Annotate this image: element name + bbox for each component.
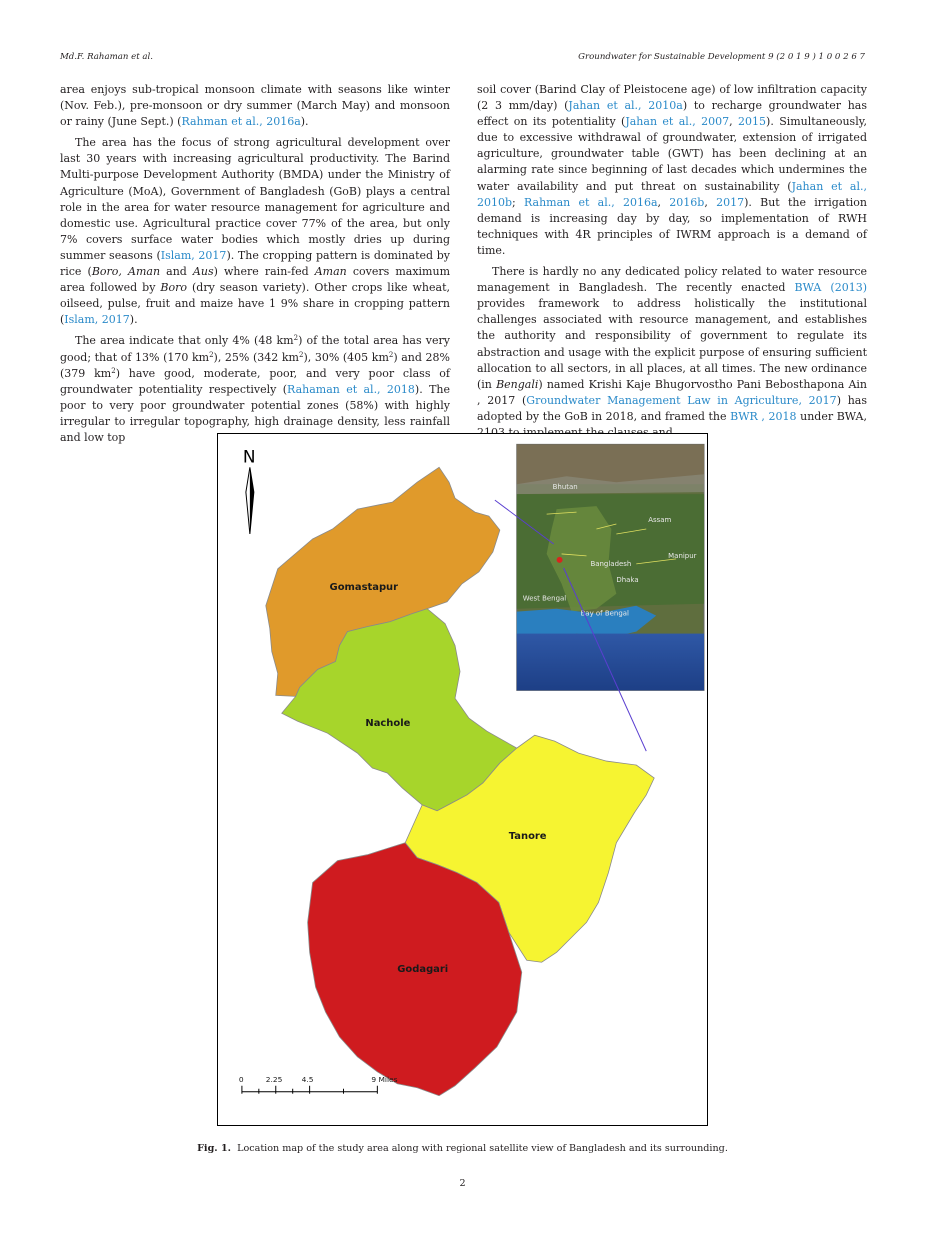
text-run: , — [729, 115, 739, 129]
running-head-authors: Md.F. Rahaman et al. — [60, 52, 153, 62]
north-arrow-icon — [246, 467, 254, 534]
inset-label-assam: Assam — [648, 516, 672, 525]
north-label: N — [242, 446, 256, 467]
citation-link[interactable]: 2016b — [669, 195, 705, 209]
citation-link[interactable]: Rahman et al., 2016a — [524, 195, 658, 209]
text-run: ) named Krishi Kaje Bhugorvostho Pani Bebosthapona Ain , 2017 ( — [477, 377, 867, 407]
inset-satellite-view — [517, 444, 704, 690]
figure-1-frame — [217, 433, 708, 1126]
citation-link[interactable]: Islam, 2017 — [160, 248, 227, 262]
text-run: ) where rain-fed — [213, 265, 315, 279]
paragraph — [60, 82, 450, 130]
text-run: There is hardly no any dedicated policy related to water resource management in Bangladesh. The recently enacted — [477, 265, 867, 295]
superscript: 2 — [209, 350, 214, 359]
paragraph — [60, 333, 450, 446]
scale-tick-0: 0 — [238, 1074, 244, 1084]
text-run: ) has adopted by the GoB in 2018, and framed the — [477, 393, 868, 423]
text-run: area enjoys sub-tropical monsoon climate with seasons like winter (Nov. Feb.), pre-monsoon or dry summer (March May) and monsoon or rainy (June Sept.) ( — [60, 83, 450, 129]
paragraph — [477, 264, 867, 441]
figure-caption — [0, 1143, 925, 1154]
text-run: ), 30% (405 km — [303, 350, 389, 364]
text-run: covers maximum area followed by — [60, 265, 450, 295]
label-tanore: Tanore — [508, 830, 547, 842]
right-column — [477, 82, 867, 441]
citation-link[interactable]: Jahan et al., 2010a — [568, 99, 683, 113]
scale-tick-2-25: 2.25 — [265, 1074, 283, 1084]
italic-term: Aman — [314, 265, 347, 279]
text-run: ). The cropping pattern is dominated by rice ( — [60, 248, 451, 279]
citation-link[interactable]: BWA (2013) — [794, 281, 867, 295]
citation-link[interactable]: BWR , 2018 — [730, 409, 797, 423]
text-run: ) have good, moderate, poor, and very poor class of groundwater potentiality respectively ( — [60, 366, 450, 396]
left-column — [60, 82, 450, 446]
text-run: provides framework to address holistically the institutional challenges associated with resource management, and establishes the authority and responsibility of government to regulate its abstraction and usage with the explicit purpose of ensuring sufficient allocation to all sectors, in all places, at all times. The new ordinance (in — [477, 297, 867, 391]
paragraph — [60, 135, 450, 328]
page-number: 2 — [459, 1178, 466, 1189]
italic-term: Bengali — [496, 377, 539, 391]
running-head-journal: Groundwater for Sustainable Development 9 (2 0 1 9 ) 1 0 0 2 6 7 — [578, 52, 865, 62]
text-run: and — [160, 265, 193, 279]
citation-link[interactable]: Groundwater Management Law in Agriculture, 2017 — [526, 393, 837, 407]
text-run: ). — [129, 313, 138, 327]
text-run: ). — [300, 115, 309, 129]
citation-link[interactable]: 2015 — [738, 115, 767, 129]
citation-link[interactable]: Jahan et al., 2007 — [625, 115, 730, 129]
text-run: ), 25% (342 km — [213, 350, 299, 364]
citation-link[interactable]: Jahan et al., 2010b — [477, 179, 867, 209]
paragraph — [477, 82, 867, 259]
superscript: 2 — [388, 350, 394, 359]
running-head — [60, 52, 865, 66]
text-run: ). But the irrigation demand is increasing day by day, so implementation of RWH techniques with 4R principles of IWRM approach is a demand of time. — [477, 195, 868, 257]
text-run: The area has the focus of strong agricultural development over last 30 years with increasing agricultural productivity. The Barind Multi-purpose Development Authority (BMDA) under the Ministry of Agriculture (MoA), Government of Bangladesh (GoB) plays a central role in the area for water resource management for agriculture and domestic use. Agricultural practice cover 77% of the area, but only 7% covers surface water bodies which mostly dries up during summer seasons ( — [60, 136, 450, 262]
inset-label-manipur: Manipur — [668, 551, 697, 560]
inset-label-bay: Bay of Bengal — [580, 609, 629, 618]
citation-link[interactable]: Islam, 2017 — [64, 313, 130, 327]
text-run: ). Simultaneously, due to excessive withdrawal of groundwater, extension of irrigated agriculture, groundwater table (GWT) has been declining at an alarming rate since beginning of last decades which undermines the water availability and put threat on sustainability ( — [477, 115, 867, 193]
italic-term: Boro — [160, 281, 188, 295]
superscript: 2 — [298, 350, 304, 359]
location-map — [218, 434, 707, 1125]
italic-term: Boro, Aman — [91, 265, 161, 279]
caption-text: Location map of the study area along with regional satellite view of Bangladesh and its surrounding. — [237, 1143, 728, 1154]
text-run: ). The poor to very poor groundwater potential zones (58%) with highly irregular to irregular topography, high drainage density, less rainfall and low top — [60, 382, 450, 444]
label-nachole: Nachole — [365, 718, 411, 730]
text-run: under BWA, — [800, 409, 867, 423]
scale-tick-9-miles: 9 Miles — [371, 1074, 398, 1084]
caption-label: Fig. 1. — [197, 1143, 231, 1154]
label-gomastapur: Gomastapur — [329, 581, 399, 593]
citation-link[interactable]: Rahman et al., 2016a — [181, 115, 301, 129]
text-run: (dry season variety). Other crops like wheat, oilseed, pulse, fruit and maize have 1 9% share in cropping pattern ( — [60, 281, 450, 327]
text-run: ) of the total area has very good; that of 13% (170 km — [60, 334, 450, 364]
scale-tick-4-5: 4.5 — [301, 1074, 314, 1084]
text-run: soil cover (Barind Clay of Pleistocene age) of low infiltration capacity (2 3 mm/day) ( — [477, 83, 867, 113]
inset-label-dhaka: Dhaka — [616, 575, 639, 584]
text-run: The area indicate that only 4% (48 km — [75, 334, 294, 348]
citation-link[interactable]: 2017 — [716, 195, 745, 209]
italic-term: Aus — [192, 265, 214, 279]
citation-link[interactable]: Rahaman et al., 2018 — [287, 382, 415, 396]
inset-label-bhutan: Bhutan — [552, 483, 578, 492]
inset-label-west-bengal: West Bengal — [522, 594, 567, 603]
text-run: ) and 28% (379 km — [60, 350, 450, 380]
text-run: , — [704, 195, 717, 209]
text-run: ) to recharge groundwater has effect on its potentiality ( — [477, 99, 867, 129]
text-run: ; — [512, 195, 524, 209]
inset-label-bangladesh: Bangladesh — [590, 559, 632, 568]
scale-bar — [239, 1075, 398, 1094]
label-godagari: Godagari — [397, 964, 449, 976]
superscript: 2 — [111, 366, 116, 375]
superscript: 2 — [293, 334, 299, 343]
text-run: , — [657, 195, 670, 209]
